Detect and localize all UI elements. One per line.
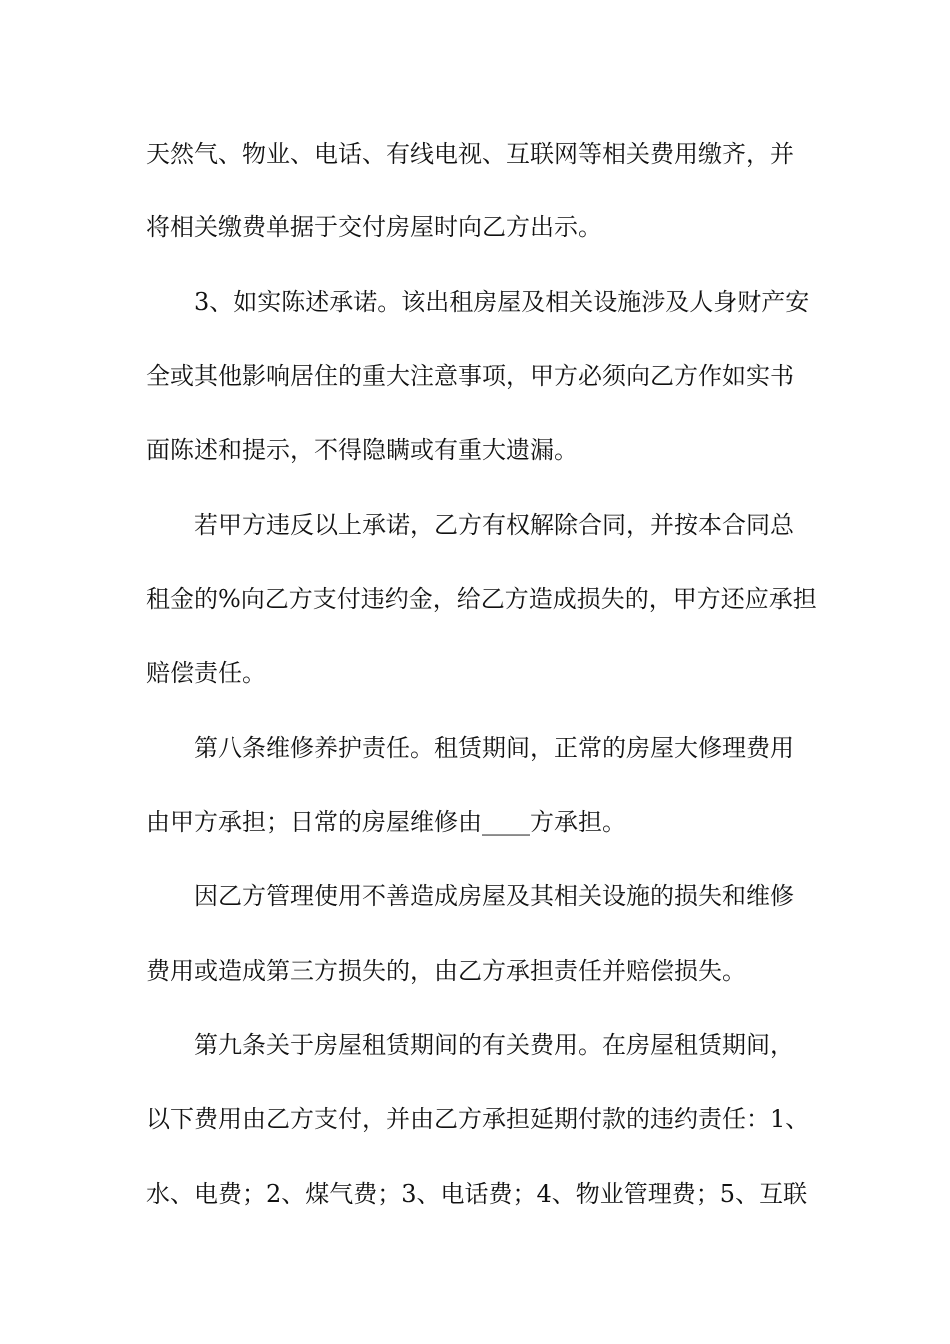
text-line: 租金的%向乙方支付违约金，给乙方造成损失的，甲方还应承担 [146, 585, 817, 613]
text-line: 天然气、物业、电话、有线电视、互联网等相关费用缴齐，并 [146, 140, 794, 168]
text-line: 由甲方承担；日常的房屋维修由____方承担。 [146, 808, 626, 836]
text-line: 面陈述和提示，不得隐瞒或有重大遗漏。 [146, 436, 578, 464]
text-line: 因乙方管理使用不善造成房屋及其相关设施的损失和维修 [194, 882, 794, 910]
text-line: 将相关缴费单据于交付房屋时向乙方出示。 [146, 213, 602, 241]
text-line: 水、电费；2、煤气费；3、电话费；4、物业管理费；5、互联 [146, 1180, 808, 1208]
text-line: 第九条关于房屋租赁期间的有关费用。在房屋租赁期间， [194, 1031, 794, 1059]
text-line: 费用或造成第三方损失的，由乙方承担责任并赔偿损失。 [146, 957, 746, 985]
text-line: 赔偿责任。 [146, 659, 266, 687]
text-line: 若甲方违反以上承诺，乙方有权解除合同，并按本合同总 [194, 511, 794, 539]
text-line: 以下费用由乙方支付，并由乙方承担延期付款的违约责任：1、 [146, 1105, 810, 1133]
text-line: 3、如实陈述承诺。该出租房屋及相关设施涉及人身财产安 [194, 288, 810, 316]
text-line: 第八条维修养护责任。租赁期间，正常的房屋大修理费用 [194, 734, 794, 762]
text-line: 全或其他影响居住的重大注意事项，甲方必须向乙方作如实书 [146, 362, 794, 390]
